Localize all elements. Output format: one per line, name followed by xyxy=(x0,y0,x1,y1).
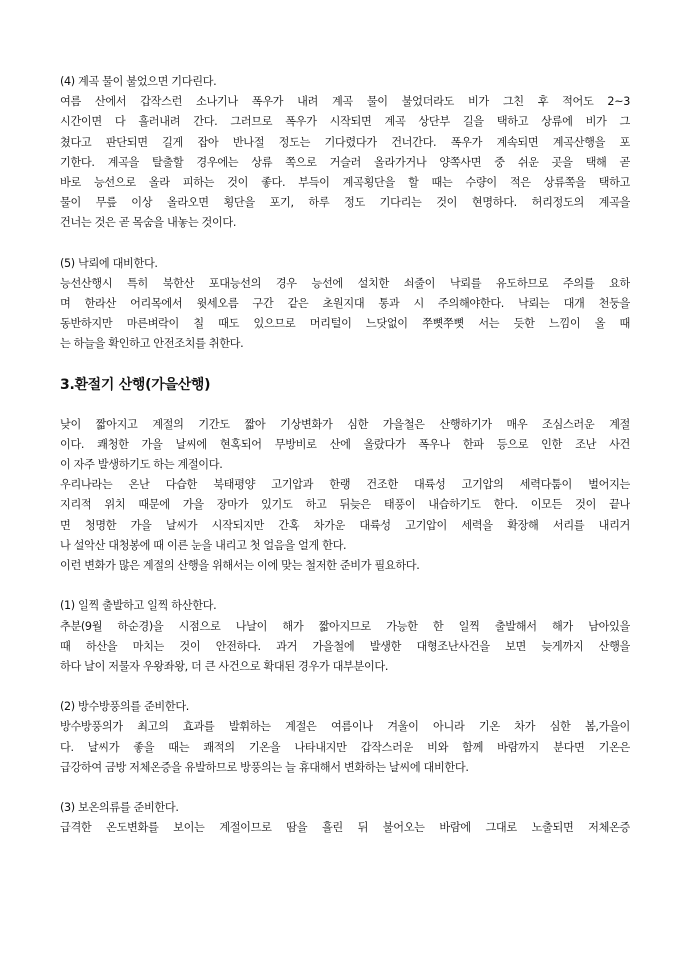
paragraph-line: 지리적 위치 때문에 가을 장마가 있기도 하고 뒤늦은 태풍이 내습하기도 한다. 이모든 것이 끝나 xyxy=(60,498,630,512)
paragraph-line: 이다. 쾌청한 가을 날씨에 현혹되어 무방비로 산에 올랐다가 폭우나 한파 등으로 인한 조난 사건 xyxy=(60,437,630,451)
paragraph-line: 기한다. 계곡을 탈출할 경우에는 상류 쪽으로 거슬러 올라가거나 양쪽사면 중 쉬운 곳을 택해 곧 xyxy=(60,155,630,169)
subsection-3 xyxy=(60,798,630,838)
section-title: 3.환절기 산행(가을산행) xyxy=(60,376,211,393)
subsection-5 xyxy=(60,254,630,355)
paragraph-line: 급격한 온도변화를 보이는 계절이므로 땀을 흘린 뒤 불어오는 바람에 그대로 노출되면 저체온증 xyxy=(60,821,630,835)
paragraph-line: 방수방풍의가 최고의 효과를 발휘하는 계절은 여름이나 겨울이 아니라 기온 차가 심한 봄,가을이 xyxy=(60,720,630,734)
paragraph-line: 며 한라산 어리목에서 윗세오름 구간 같은 초원지대 통과 시 주의해야한다. 낙뢰는 대개 천둥을 xyxy=(60,297,630,311)
paragraph-line: 낮이 짧아지고 계절의 기간도 짧아 기상변화가 심한 가을철은 산행하기가 매우 조심스러운 계절 xyxy=(60,417,630,431)
paragraph-line: 이 자주 발생하기도 하는 계절이다. xyxy=(60,458,223,471)
paragraph-line: 나 설악산 대청봉에 때 이른 눈을 내리고 첫 얼음을 얼게 한다. xyxy=(60,538,347,552)
paragraph-line: 물이 무릎 이상 올라오면 횡단을 포기, 하루 정도 기다리는 것이 현명하다. 허리정도의 계곡을 xyxy=(60,196,630,210)
subsection-1 xyxy=(60,596,630,677)
section-intro xyxy=(60,415,630,577)
subsection-heading: (4) 계곡 물이 불었으면 기다린다. xyxy=(60,75,217,88)
subsection-4 xyxy=(60,72,630,234)
paragraph-line: 는 하늘을 확인하고 안전조치를 취한다. xyxy=(60,337,244,351)
subsection-heading: (2) 방수방풍의를 준비한다. xyxy=(60,700,189,714)
paragraph-line: 바로 능선으로 올라 피하는 것이 좋다. 부득이 계곡횡단을 할 때는 수량이 적은 상류쪽을 택하고 xyxy=(60,175,630,189)
paragraph-line: 쳤다고 판단되면 길게 잡아 반나절 정도는 기다렸다가 건너간다. 폭우가 계속되면 계곡산행을 포 xyxy=(60,135,630,149)
paragraph-line: 우리나라는 온난 다습한 북태평양 고기압과 한랭 건조한 대륙성 고기압의 세력다툼이 벌어지는 xyxy=(60,478,630,492)
subsection-heading: (1) 일찍 출발하고 일찍 하산한다. xyxy=(60,599,217,613)
document-page xyxy=(60,72,630,839)
paragraph-line: 면 청명한 가을 날씨가 시작되지만 간혹 차가운 대륙성 고기압이 세력을 확장해 서리를 내리거 xyxy=(60,518,630,532)
paragraph-line: 다. 날씨가 좋을 때는 쾌적의 기온을 나타내지만 갑작스러운 비와 함께 바람까지 분다면 기온은 xyxy=(60,740,630,754)
paragraph-line: 시간이면 다 흘러내려 간다. 그러므로 폭우가 시작되면 계곡 상단부 길을 택하고 상류에 비가 그 xyxy=(60,115,630,129)
paragraph-line: 능선산행시 특히 북한산 포대능선의 경우 능선에 설치한 쇠줄이 낙뢰를 유도하므로 주의를 요하 xyxy=(60,276,630,290)
paragraph-line: 건너는 것은 곧 목숨을 내놓는 것이다. xyxy=(60,216,237,230)
subsection-heading: (3) 보온의류를 준비한다. xyxy=(60,801,179,815)
paragraph-line: 동반하지만 마른벼락이 칠 때도 있으므로 머리털이 느닷없이 쭈뼛쭈뼛 서는 듯한 느낌이 올 때 xyxy=(60,317,630,331)
paragraph-line: 이런 변화가 많은 계절의 산행을 위해서는 이에 맞는 철저한 준비가 필요하다. xyxy=(60,558,420,572)
subsection-2 xyxy=(60,697,630,778)
paragraph-line: 때 하산을 마치는 것이 안전하다. 과거 가을철에 발생한 대형조난사건을 보면 늦게까지 산행을 xyxy=(60,639,630,653)
subsection-heading: (5) 낙뢰에 대비한다. xyxy=(60,256,158,270)
paragraph-line: 여름 산에서 갑작스런 소나기나 폭우가 내려 계곡 물이 불었더라도 비가 그친 후 적어도 2~3 xyxy=(60,95,630,109)
paragraph-line: 추분(9월 하순경)을 시점으로 나날이 해가 짧아지므로 가능한 한 일찍 출발해서 해가 남아있을 xyxy=(60,619,630,633)
paragraph-line: 하다 날이 저물자 우왕좌왕, 더 큰 사건으로 확대된 경우가 대부분이다. xyxy=(60,659,389,673)
paragraph-line: 급강하여 금방 저체온증을 유발하므로 방풍의는 늘 휴대해서 변화하는 날씨에 대비한다. xyxy=(60,760,469,774)
